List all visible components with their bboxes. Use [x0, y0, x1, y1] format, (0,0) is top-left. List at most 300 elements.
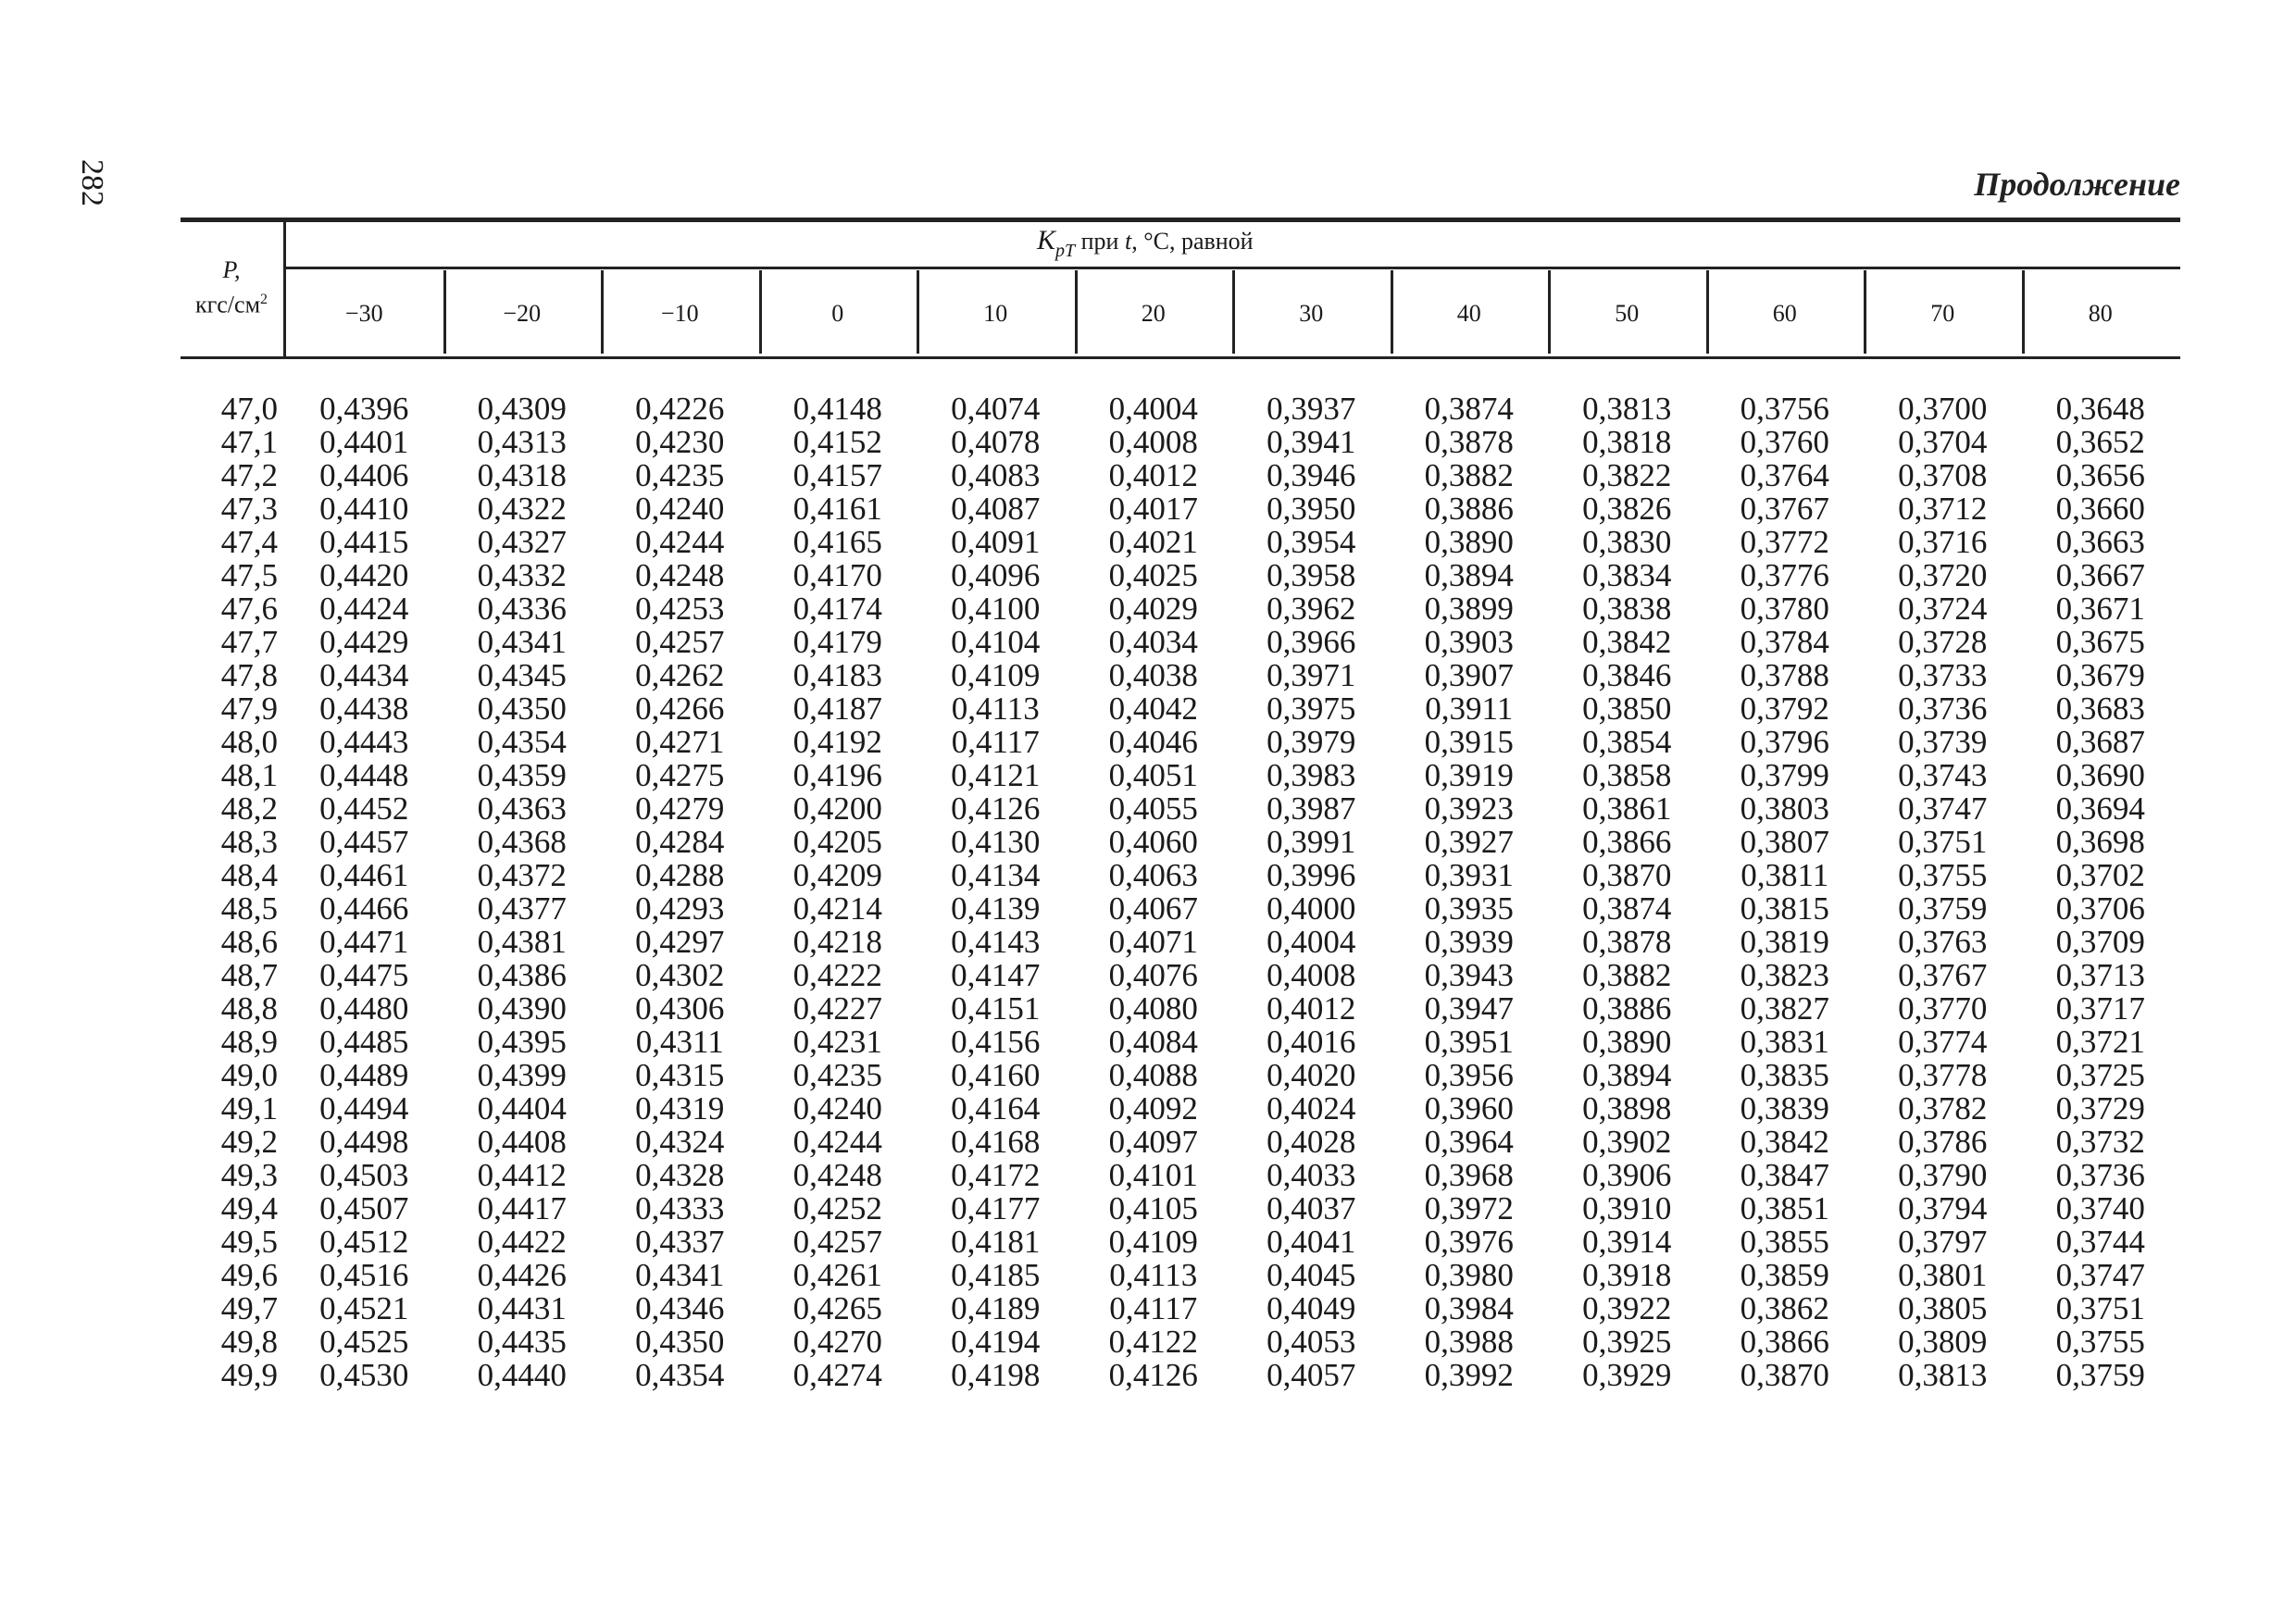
coefficient-cell: 0,3914	[1582, 1224, 1672, 1260]
k-header-text-1: при	[1075, 228, 1125, 255]
coefficient-cell: 0,3838	[1582, 591, 1672, 627]
coefficient-cell: 0,4185	[951, 1257, 1041, 1293]
table-row	[181, 1259, 2217, 1292]
coefficient-cell: 0,4494	[319, 1090, 409, 1126]
pressure-value: 49,6	[220, 1257, 278, 1293]
coefficient-cell: 0,3929	[1582, 1357, 1672, 1393]
coefficient-cell: 0,4000	[1267, 890, 1356, 927]
coefficient-cell: 0,3870	[1740, 1357, 1829, 1393]
coefficient-cell: 0,3744	[2055, 1224, 2145, 1260]
coefficient-cell: 0,4165	[792, 524, 882, 560]
coefficient-cell: 0,4440	[477, 1357, 567, 1393]
coefficient-cell: 0,4008	[1267, 957, 1356, 993]
pressure-value: 47,4	[220, 524, 278, 560]
coefficient-cell: 0,3931	[1424, 857, 1514, 893]
coefficient-cell: 0,3811	[1741, 857, 1829, 893]
temperature-column-divider	[1075, 270, 1078, 354]
header-bottom-rule	[181, 356, 2180, 359]
temperature-column-divider	[2022, 270, 2025, 354]
coefficient-cell: 0,4189	[951, 1290, 1041, 1326]
coefficient-cell: 0,3671	[2055, 591, 2145, 627]
coefficient-cell: 0,4121	[951, 757, 1041, 793]
coefficient-cell: 0,3834	[1582, 557, 1672, 593]
coefficient-cell: 0,4083	[951, 457, 1041, 493]
coefficient-cell: 0,4017	[1108, 491, 1198, 527]
temperature-column-header: 60	[1772, 300, 1797, 327]
coefficient-cell: 0,4346	[635, 1290, 725, 1326]
coefficient-cell: 0,3799	[1740, 757, 1829, 793]
coefficient-cell: 0,4008	[1108, 424, 1198, 460]
coefficient-cell: 0,4435	[477, 1324, 567, 1360]
coefficient-cell: 0,4408	[477, 1124, 567, 1160]
coefficient-cell: 0,3851	[1740, 1190, 1829, 1226]
coefficient-cell: 0,3988	[1424, 1324, 1514, 1360]
table-row	[181, 892, 2217, 926]
coefficient-cell: 0,4318	[477, 457, 567, 493]
coefficient-cell: 0,3907	[1424, 657, 1514, 693]
coefficient-cell: 0,4168	[951, 1124, 1041, 1160]
coefficient-cell: 0,3966	[1267, 624, 1356, 660]
coefficient-cell: 0,3882	[1424, 457, 1514, 493]
pressure-value: 47,1	[220, 424, 278, 460]
coefficient-cell: 0,4333	[635, 1190, 725, 1226]
coefficient-cell: 0,3827	[1740, 990, 1829, 1027]
coefficient-cell: 0,4390	[477, 990, 567, 1027]
coefficient-cell: 0,4033	[1267, 1157, 1356, 1193]
coefficient-cell: 0,3835	[1740, 1057, 1829, 1093]
coefficient-cell: 0,4426	[477, 1257, 567, 1293]
coefficient-cell: 0,4345	[477, 657, 567, 693]
pressure-unit-exponent: 2	[260, 292, 268, 307]
coefficient-cell: 0,4429	[319, 624, 409, 660]
coefficient-cell: 0,4313	[477, 424, 567, 460]
pressure-column-header	[185, 255, 278, 320]
coefficient-cell: 0,3842	[1582, 624, 1672, 660]
coefficient-cell: 0,3947	[1424, 990, 1514, 1027]
coefficient-cell: 0,3830	[1582, 524, 1672, 560]
coefficient-cell: 0,3943	[1424, 957, 1514, 993]
coefficient-cell: 0,3951	[1424, 1024, 1514, 1060]
coefficient-cell: 0,3911	[1425, 691, 1514, 727]
coefficient-cell: 0,3683	[2055, 691, 2145, 727]
coefficient-cell: 0,3923	[1424, 790, 1514, 827]
coefficient-cell: 0,4503	[319, 1157, 409, 1193]
coefficient-cell: 0,3716	[1898, 524, 1988, 560]
temperature-column-divider	[1232, 270, 1235, 354]
coefficient-cell: 0,4319	[635, 1090, 725, 1126]
coefficient-cell: 0,4489	[319, 1057, 409, 1093]
table-row	[181, 459, 2217, 492]
k-symbol: K	[1037, 225, 1056, 255]
coefficient-cell: 0,3712	[1898, 491, 1988, 527]
coefficient-cell: 0,3822	[1582, 457, 1672, 493]
coefficient-cell: 0,3918	[1582, 1257, 1672, 1293]
coefficient-cell: 0,3776	[1740, 557, 1829, 593]
coefficient-cell: 0,3770	[1898, 990, 1988, 1027]
table-row	[181, 1192, 2217, 1226]
coefficient-cell: 0,4404	[477, 1090, 567, 1126]
coefficient-cell: 0,4055	[1108, 790, 1198, 827]
pressure-value: 49,4	[220, 1190, 278, 1226]
table-row	[181, 559, 2217, 592]
coefficient-cell: 0,4113	[951, 691, 1040, 727]
coefficient-cell: 0,4087	[951, 491, 1041, 527]
coefficient-cell: 0,4080	[1108, 990, 1198, 1027]
coefficient-cell: 0,3702	[2055, 857, 2145, 893]
coefficient-cell: 0,3663	[2055, 524, 2145, 560]
coefficient-cell: 0,4024	[1267, 1090, 1356, 1126]
coefficient-cell: 0,4222	[792, 957, 882, 993]
coefficient-cell: 0,3747	[2055, 1257, 2145, 1293]
coefficient-cell: 0,4322	[477, 491, 567, 527]
pressure-value: 47,5	[220, 557, 278, 593]
coefficient-cell: 0,4350	[477, 691, 567, 727]
coefficient-cell: 0,3725	[2055, 1057, 2145, 1093]
coefficient-cell: 0,3687	[2055, 724, 2145, 760]
temperature-column-divider	[759, 270, 762, 354]
coefficient-cell: 0,3962	[1267, 591, 1356, 627]
coefficient-cell: 0,4046	[1108, 724, 1198, 760]
coefficient-cell: 0,3675	[2055, 624, 2145, 660]
coefficient-cell: 0,4126	[1108, 1357, 1198, 1393]
coefficient-cell: 0,4042	[1108, 691, 1198, 727]
coefficient-cell: 0,4341	[477, 624, 567, 660]
coefficient-cell: 0,3813	[1898, 1357, 1988, 1393]
coefficient-cell: 0,4363	[477, 790, 567, 827]
coefficient-cell: 0,4074	[951, 391, 1041, 427]
coefficient-cell: 0,4337	[635, 1224, 725, 1260]
coefficient-cell: 0,3847	[1740, 1157, 1829, 1193]
coefficient-cell: 0,4461	[319, 857, 409, 893]
pressure-value: 49,1	[220, 1090, 278, 1126]
table-row	[181, 626, 2217, 659]
coefficient-cell: 0,3980	[1424, 1257, 1514, 1293]
coefficient-cell: 0,3862	[1740, 1290, 1829, 1326]
coefficient-cell: 0,3813	[1582, 391, 1672, 427]
coefficient-cell: 0,4438	[319, 691, 409, 727]
pressure-value: 49,8	[220, 1324, 278, 1360]
table-row	[181, 659, 2217, 692]
coefficient-cell: 0,3826	[1582, 491, 1672, 527]
coefficient-cell: 0,4309	[477, 391, 567, 427]
coefficient-cell: 0,4507	[319, 1190, 409, 1226]
coefficient-cell: 0,4231	[792, 1024, 882, 1060]
coefficient-cell: 0,3788	[1740, 657, 1829, 693]
coefficient-cell: 0,4049	[1267, 1290, 1356, 1326]
t-symbol: t	[1124, 228, 1132, 255]
coefficient-cell: 0,3983	[1267, 757, 1356, 793]
coefficient-cell: 0,3780	[1740, 591, 1829, 627]
coefficient-cell: 0,4143	[951, 924, 1041, 960]
coefficient-cell: 0,3648	[2055, 391, 2145, 427]
coefficient-cell: 0,4226	[635, 391, 725, 427]
coefficient-cell: 0,3679	[2055, 657, 2145, 693]
coefficient-cell: 0,3991	[1267, 824, 1356, 860]
coefficient-cell: 0,4279	[635, 790, 725, 827]
coefficient-cell: 0,3760	[1740, 424, 1829, 460]
coefficient-cell: 0,3660	[2055, 491, 2145, 527]
coefficient-cell: 0,4412	[477, 1157, 567, 1193]
coefficient-cell: 0,4302	[635, 957, 725, 993]
coefficient-cell: 0,4179	[792, 624, 882, 660]
coefficient-cell: 0,3927	[1424, 824, 1514, 860]
coefficient-cell: 0,4327	[477, 524, 567, 560]
coefficient-cell: 0,4498	[319, 1124, 409, 1160]
temperature-column-header: 30	[1299, 300, 1324, 327]
stub-column-divider	[283, 219, 286, 356]
coefficient-cell: 0,4372	[477, 857, 567, 893]
coefficient-cell: 0,3755	[1898, 857, 1988, 893]
coefficient-cell: 0,4192	[792, 724, 882, 760]
coefficient-cell: 0,3721	[2055, 1024, 2145, 1060]
coefficient-cell: 0,3870	[1582, 857, 1672, 893]
table-row	[181, 759, 2217, 792]
table-row	[181, 1326, 2217, 1359]
coefficient-cell: 0,4139	[951, 890, 1041, 927]
coefficient-cell: 0,4417	[477, 1190, 567, 1226]
coefficient-cell: 0,4100	[951, 591, 1041, 627]
coefficient-cell: 0,4350	[635, 1324, 725, 1360]
table-row	[181, 1226, 2217, 1259]
coefficient-cell: 0,3755	[2055, 1324, 2145, 1360]
coefficient-cell: 0,4209	[792, 857, 882, 893]
temperature-column-header: 70	[1930, 300, 1955, 327]
coefficient-cell: 0,3858	[1582, 757, 1672, 793]
coefficient-cell: 0,3866	[1582, 824, 1672, 860]
temperature-column-header: −30	[344, 300, 383, 327]
coefficient-cell: 0,4448	[319, 757, 409, 793]
coefficient-cell: 0,4341	[635, 1257, 725, 1293]
coefficient-cell: 0,4161	[792, 491, 882, 527]
coefficient-cell: 0,4271	[635, 724, 725, 760]
coefficient-cell: 0,4521	[319, 1290, 409, 1326]
coefficient-cell: 0,4359	[477, 757, 567, 793]
coefficient-cell: 0,3859	[1740, 1257, 1829, 1293]
coefficient-cell: 0,4525	[319, 1324, 409, 1360]
coefficient-cell: 0,4097	[1108, 1124, 1198, 1160]
coefficient-cell: 0,3815	[1740, 890, 1829, 927]
table-row	[181, 726, 2217, 759]
temperature-column-header: −10	[660, 300, 699, 327]
table-row	[181, 692, 2217, 726]
pressure-value: 49,9	[220, 1357, 278, 1393]
coefficient-cell: 0,4117	[1109, 1290, 1198, 1326]
coefficient-cell: 0,3732	[2055, 1124, 2145, 1160]
coefficient-cell: 0,3992	[1424, 1357, 1514, 1393]
table-row	[181, 1026, 2217, 1059]
coefficient-cell: 0,3809	[1898, 1324, 1988, 1360]
coefficient-cell: 0,4248	[792, 1157, 882, 1193]
table-row	[181, 426, 2217, 459]
coefficient-cell: 0,3720	[1898, 557, 1988, 593]
coefficient-cell: 0,3958	[1267, 557, 1356, 593]
coefficient-cell: 0,4020	[1267, 1057, 1356, 1093]
coefficient-cell: 0,4401	[319, 424, 409, 460]
pressure-value: 48,6	[220, 924, 278, 960]
coefficient-cell: 0,3794	[1898, 1190, 1988, 1226]
coefficient-cell: 0,3698	[2055, 824, 2145, 860]
coefficient-cell: 0,4177	[951, 1190, 1041, 1226]
pressure-symbol: P,	[222, 256, 241, 283]
coefficient-cell: 0,3960	[1424, 1090, 1514, 1126]
coefficient-cell: 0,4109	[1108, 1224, 1198, 1260]
coefficient-cell: 0,3759	[1898, 890, 1988, 927]
pressure-unit: кгс/см	[194, 291, 261, 318]
coefficient-cell: 0,4012	[1267, 990, 1356, 1027]
coefficient-cell: 0,3747	[1898, 790, 1988, 827]
coefficient-cell: 0,3724	[1898, 591, 1988, 627]
table-row	[181, 992, 2217, 1026]
pressure-value: 47,8	[220, 657, 278, 693]
temperature-column-divider	[601, 270, 604, 354]
coefficient-cell: 0,3956	[1424, 1057, 1514, 1093]
coefficient-cell: 0,3709	[2055, 924, 2145, 960]
temperature-column-divider	[1548, 270, 1551, 354]
coefficient-cell: 0,3694	[2055, 790, 2145, 827]
coefficient-cell: 0,4315	[635, 1057, 725, 1093]
coefficient-cell: 0,3915	[1424, 724, 1514, 760]
coefficient-cell: 0,4297	[635, 924, 725, 960]
coefficient-cell: 0,3890	[1582, 1024, 1672, 1060]
coefficient-cell: 0,4157	[792, 457, 882, 493]
coefficient-cell: 0,3975	[1267, 691, 1356, 727]
coefficient-cell: 0,3797	[1898, 1224, 1988, 1260]
coefficient-cell: 0,4004	[1267, 924, 1356, 960]
coefficient-cell: 0,3805	[1898, 1290, 1988, 1326]
pressure-value: 48,4	[220, 857, 278, 893]
temperature-column-header: 10	[983, 300, 1008, 327]
coefficient-cell: 0,4160	[951, 1057, 1041, 1093]
coefficient-cell: 0,4025	[1108, 557, 1198, 593]
coefficient-cell: 0,3764	[1740, 457, 1829, 493]
pressure-value: 48,8	[220, 990, 278, 1027]
coefficient-cell: 0,4395	[477, 1024, 567, 1060]
coefficient-cell: 0,3656	[2055, 457, 2145, 493]
table-row	[181, 1359, 2217, 1392]
coefficient-cell: 0,4071	[1108, 924, 1198, 960]
coefficient-cell: 0,4235	[792, 1057, 882, 1093]
coefficient-cell: 0,4368	[477, 824, 567, 860]
coefficient-cell: 0,4386	[477, 957, 567, 993]
coefficient-cell: 0,3878	[1424, 424, 1514, 460]
coefficient-cell: 0,4205	[792, 824, 882, 860]
coefficient-cell: 0,4147	[951, 957, 1041, 993]
coefficient-cell: 0,4480	[319, 990, 409, 1027]
coefficient-cell: 0,3778	[1898, 1057, 1988, 1093]
coefficient-cell: 0,3910	[1582, 1190, 1672, 1226]
coefficient-cell: 0,3792	[1740, 691, 1829, 727]
coefficient-cell: 0,4332	[477, 557, 567, 593]
table-row	[181, 792, 2217, 826]
table-row	[181, 492, 2217, 526]
temperature-column-divider	[443, 270, 446, 354]
coefficient-cell: 0,4471	[319, 924, 409, 960]
coefficient-cell: 0,4410	[319, 491, 409, 527]
coefficient-cell: 0,4420	[319, 557, 409, 593]
coefficient-cell: 0,3894	[1424, 557, 1514, 593]
coefficient-cell: 0,4274	[792, 1357, 882, 1393]
coefficient-cell: 0,4194	[951, 1324, 1041, 1360]
coefficient-cell: 0,3886	[1424, 491, 1514, 527]
coefficient-cell: 0,4466	[319, 890, 409, 927]
table-row	[181, 859, 2217, 892]
table-row	[181, 959, 2217, 992]
coefficient-cell: 0,4257	[635, 624, 725, 660]
coefficient-cell: 0,4021	[1108, 524, 1198, 560]
table-row	[181, 1292, 2217, 1326]
coefficient-cell: 0,4051	[1108, 757, 1198, 793]
coefficient-cell: 0,4457	[319, 824, 409, 860]
coefficient-cell: 0,3922	[1582, 1290, 1672, 1326]
pressure-value: 49,7	[220, 1290, 278, 1326]
coefficient-cell: 0,4088	[1108, 1057, 1198, 1093]
coefficient-cell: 0,4187	[792, 691, 882, 727]
pressure-value: 48,2	[220, 790, 278, 827]
coefficient-cell: 0,3906	[1582, 1157, 1672, 1193]
coefficient-cell: 0,3954	[1267, 524, 1356, 560]
coefficient-cell: 0,4092	[1108, 1090, 1198, 1126]
coefficient-cell: 0,4034	[1108, 624, 1198, 660]
coefficient-cell: 0,4235	[635, 457, 725, 493]
coefficient-cell: 0,3807	[1740, 824, 1829, 860]
temperature-column-header: 40	[1456, 300, 1481, 327]
coefficient-cell: 0,3950	[1267, 491, 1356, 527]
coefficient-header	[1037, 225, 1407, 262]
table-row	[181, 1092, 2217, 1126]
coefficient-cell: 0,4109	[951, 657, 1041, 693]
coefficient-cell: 0,3946	[1267, 457, 1356, 493]
coefficient-cell: 0,4122	[1108, 1324, 1198, 1360]
coefficient-cell: 0,4485	[319, 1024, 409, 1060]
pressure-value: 48,9	[220, 1024, 278, 1060]
coefficient-cell: 0,4262	[635, 657, 725, 693]
coefficient-cell: 0,4012	[1108, 457, 1198, 493]
coefficient-cell: 0,4004	[1108, 391, 1198, 427]
temperature-column-header: 20	[1141, 300, 1166, 327]
coefficient-cell: 0,3733	[1898, 657, 1988, 693]
coefficient-cell: 0,3886	[1582, 990, 1672, 1027]
coefficient-cell: 0,3704	[1898, 424, 1988, 460]
coefficient-cell: 0,4230	[635, 424, 725, 460]
coefficient-cell: 0,4399	[477, 1057, 567, 1093]
coefficient-cell: 0,3976	[1424, 1224, 1514, 1260]
coefficient-cell: 0,4078	[951, 424, 1041, 460]
coefficient-cell: 0,3767	[1740, 491, 1829, 527]
coefficient-cell: 0,4105	[1108, 1190, 1198, 1226]
coefficient-cell: 0,4104	[951, 624, 1041, 660]
coefficient-cell: 0,3925	[1582, 1324, 1672, 1360]
coefficient-cell: 0,4053	[1267, 1324, 1356, 1360]
coefficient-cell: 0,3790	[1898, 1157, 1988, 1193]
coefficient-cell: 0,4101	[1108, 1157, 1198, 1193]
pressure-value: 48,0	[220, 724, 278, 760]
coefficient-cell: 0,3728	[1898, 624, 1988, 660]
coefficient-cell: 0,3890	[1424, 524, 1514, 560]
coefficient-cell: 0,4354	[477, 724, 567, 760]
coefficient-cell: 0,4244	[792, 1124, 882, 1160]
coefficient-cell: 0,4214	[792, 890, 882, 927]
coefficient-cell: 0,3706	[2055, 890, 2145, 927]
coefficient-cell: 0,4148	[792, 391, 882, 427]
coefficient-cell: 0,4063	[1108, 857, 1198, 893]
coefficient-cell: 0,3700	[1898, 391, 1988, 427]
coefficient-cell: 0,3984	[1424, 1290, 1514, 1326]
coefficient-cell: 0,3996	[1267, 857, 1356, 893]
continuation-label: Продолжение	[1974, 166, 2180, 203]
coefficient-cell: 0,4170	[792, 557, 882, 593]
coefficient-cell: 0,4227	[792, 990, 882, 1027]
coefficient-cell: 0,4516	[319, 1257, 409, 1293]
